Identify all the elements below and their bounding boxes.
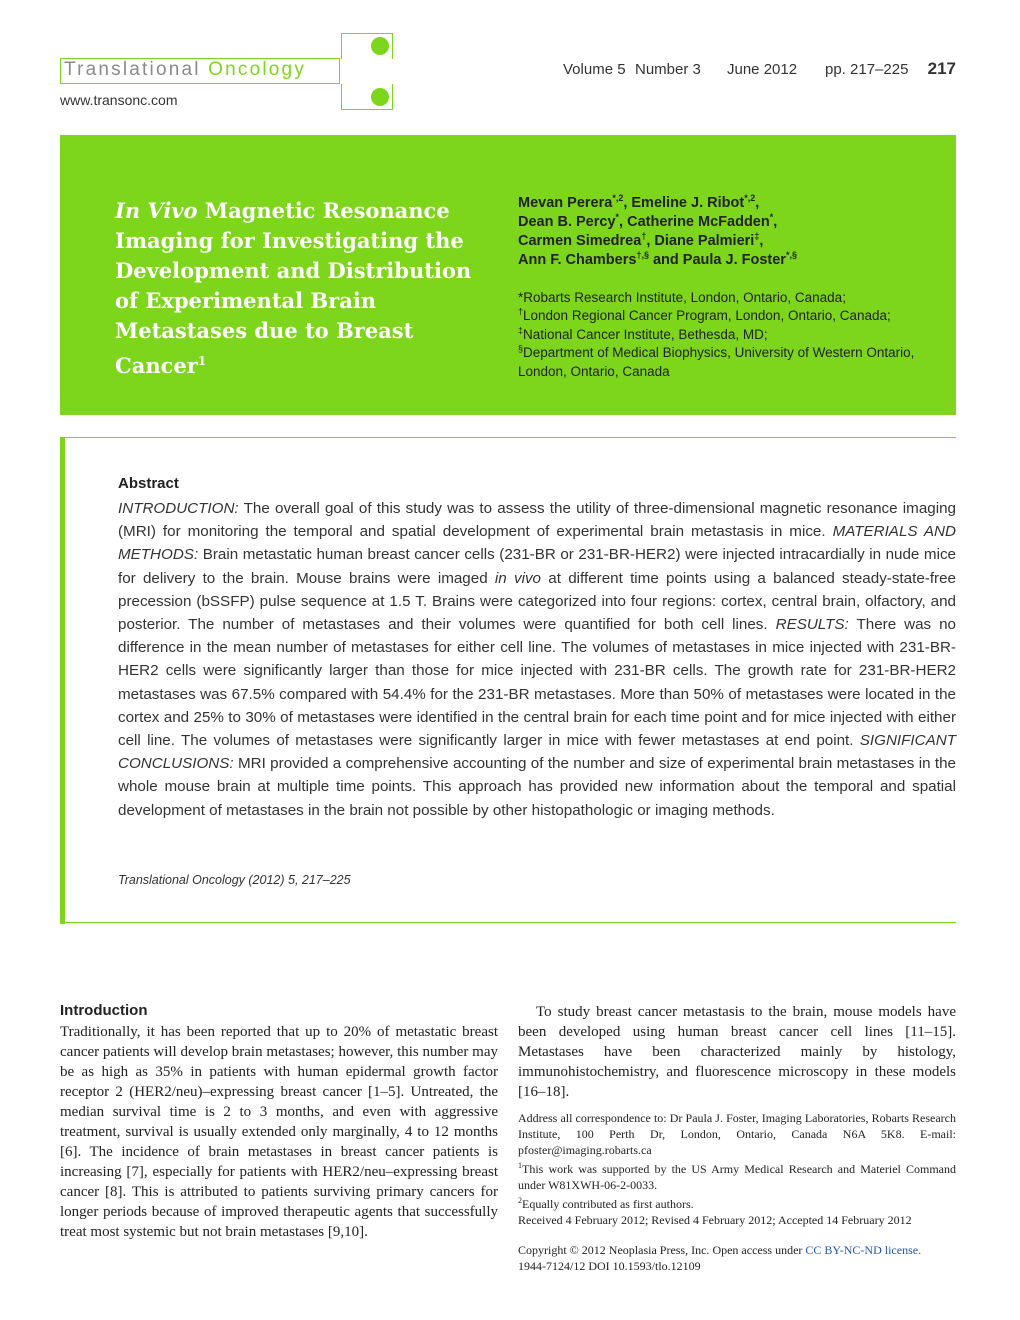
affiliation-text: Department of Medical Biophysics, University of Western Ontario, London, Ontario, Canada xyxy=(518,345,915,379)
logo-dot-top xyxy=(371,37,389,55)
author-marks: † xyxy=(641,231,647,242)
author-separator: , xyxy=(619,214,628,230)
title-footnote-mark: 1 xyxy=(197,354,207,368)
abstract-text: Brain metastatic human breast cancer cells (231-BR or 231-BR-HER2) were injected intracardially in nude mice for delivery to the brain. Mouse brains were imaged xyxy=(118,546,956,587)
footnote-spacer xyxy=(518,1228,956,1242)
affiliation-mark: ‡ xyxy=(518,325,524,336)
abstract-italic-term: in vivo xyxy=(494,569,542,587)
citation-line: Translational Oncology (2012) 5, 217–225 xyxy=(118,873,351,887)
abstract-section-label: RESULTS: xyxy=(775,616,849,634)
author-name[interactable]: Catherine McFadden xyxy=(627,214,770,230)
author-list xyxy=(518,194,938,270)
journal-name-word2: Oncology xyxy=(208,59,307,80)
author-name[interactable]: Dean B. Percy xyxy=(518,214,616,230)
footnote-text: Equally contributed as first authors. xyxy=(522,1197,694,1211)
abstract-text: MRI provided a comprehensive accounting of the number and size of experimental brain metastases in the whole mouse brain at multiple time points. This approach has provided new information about the temporal and spatial development of metastases in the brain not possible by other histopathologic or imaging methods. xyxy=(118,755,956,819)
author-marks: †,§ xyxy=(636,250,649,261)
abstract-section-label: MATERIALS AND METHODS: xyxy=(118,523,956,564)
affiliation-list xyxy=(518,289,918,381)
author-marks: *,§ xyxy=(785,250,797,261)
author-name[interactable]: Ann F. Chambers xyxy=(518,252,637,268)
footnotes xyxy=(518,1110,956,1274)
footnote-text: This work was supported by the US Army Medical Research and Materiel Command under W81XWH-06-2-0033. xyxy=(518,1162,956,1192)
abstract-bottom-rule xyxy=(60,922,956,923)
author-separator: , xyxy=(646,233,655,249)
author-name[interactable]: Carmen Simedrea xyxy=(518,233,642,249)
footnote-mark: 2 xyxy=(518,1196,522,1205)
article-title xyxy=(115,196,475,381)
issue-date: June 2012 xyxy=(727,61,798,78)
affiliation-mark: § xyxy=(518,343,524,354)
page-number: 217 xyxy=(927,59,956,78)
author-separator: , xyxy=(773,214,778,230)
author-separator: , xyxy=(623,195,632,211)
introduction-heading: Introduction xyxy=(60,1002,148,1019)
author-separator: , xyxy=(759,233,764,249)
author-name[interactable]: Diane Palmieri xyxy=(654,233,755,249)
abstract-section-label: SIGNIFICANT CONCLUSIONS: xyxy=(118,732,956,773)
footnote-mark: 1 xyxy=(518,1161,522,1170)
abstract-body xyxy=(118,497,956,822)
affiliation-mark: † xyxy=(518,306,524,317)
correspondence-note: Address all correspondence to: Dr Paula J. Foster, Imaging Laboratories, Robarts Research Institute, 100 Perth Dr, London, Ontario, Canada N6A 5K8. E-mail: pfoster@imaging.robarts.ca xyxy=(518,1111,956,1157)
abstract-text: There was no difference in the mean number of metastases for either cell line. The volumes of metastases in mice injected with 231-BR-HER2 cells were significantly larger than those for mice injected with 231-BR cells. The growth rate for 231-BR-HER2 metastases was 67.5% compared with 54.4% for the 231-BR metastases. More than 50% of metastases were located in the cortex and 25% to 30% of metastases were identified in the central brain for each time point and for mice injected with either cell line. The volumes of metastases were significantly larger in mice with fewer metastases at end point. xyxy=(118,616,956,750)
introduction-paragraph-left: Traditionally, it has been reported that up to 20% of metastatic breast cancer patients will develop brain metastases; however, this number may be as high as 35% in patients with human epidermal growth factor receptor 2 (HER2/neu)–expressing breast cancer [1–5]. Untreated, the median survival time is 2 to 3 months, and even with aggressive treatment, survival is usually extended only marginally, 4 to 12 months [6]. The incidence of brain metastases in breast cancer patients is increasing [7], especially for patients with HER2/neu–expressing breast cancer [8]. This is attributed to patients surviving primary cancers for longer periods because of improved therapeutic agents that successfully treat most systemic but not brain metastases [9,10]. xyxy=(60,1024,498,1240)
title-text: Magnetic Resonance Imaging for Investigating the Development and Distribution of Experimental Brain Metastases due to Breast Cancer xyxy=(115,198,472,378)
author-separator: , xyxy=(755,195,760,211)
license-link[interactable]: CC BY-NC-ND license. xyxy=(805,1243,922,1257)
abstract-text: at different time points using a balanced steady-state-free precession (bSSFP) pulse sequence at 1.5 T. Brains were categorized into four regions: cortex, central brain, olfactory, and posterior. The number of metastases and their volumes were quantified for both cell lines. xyxy=(118,569,956,634)
journal-website[interactable]: www.transonc.com xyxy=(60,92,178,108)
author-marks: *,2 xyxy=(744,193,756,204)
journal-logo xyxy=(64,59,306,81)
issue-number: Number 3 xyxy=(635,61,701,78)
author-marks: * xyxy=(615,212,620,223)
introduction-paragraph-right: To study breast cancer metastasis to the brain, mouse models have been developed using human breast cancer cell lines [11–15]. Metastases have been characterized mainly by histology, immunohistochemistry, and fluorescence microscopy in these models [16–18]. xyxy=(518,1004,956,1100)
author-name[interactable]: Emeline J. Ribot xyxy=(631,195,745,211)
equal-contribution-note xyxy=(518,1193,956,1212)
abstract-heading: Abstract xyxy=(118,475,179,492)
issn-doi-line: 1944-7124/12 DOI 10.1593/tlo.12109 xyxy=(518,1259,701,1273)
abstract-text: The overall goal of this study was to assess the utility of three-dimensional magnetic resonance imaging (MRI) for monitoring the temporal and spatial development of experimental brain metastasis in mice. xyxy=(118,500,956,541)
author-marks: *,2 xyxy=(612,193,624,204)
affiliation-text: London Regional Cancer Program, London, Ontario, Canada; xyxy=(523,308,891,324)
copyright-text: Copyright © 2012 Neoplasia Press, Inc. xyxy=(518,1243,713,1257)
received-dates: Received 4 February 2012; Revised 4 February 2012; Accepted 14 February 2012 xyxy=(518,1213,912,1227)
title-italic: In Vivo xyxy=(115,198,198,223)
author-name[interactable]: Mevan Perera xyxy=(518,195,613,211)
funding-note xyxy=(518,1158,956,1193)
open-access-text: Open access under xyxy=(712,1243,806,1257)
author-marks: * xyxy=(769,212,774,223)
abstract-top-rule xyxy=(60,437,956,438)
affiliation-text: *Robarts Research Institute, London, Ontario, Canada; xyxy=(518,290,846,305)
journal-name-word1: Translational xyxy=(64,59,201,80)
affiliation-text: National Cancer Institute, Bethesda, MD; xyxy=(523,326,768,342)
copyright-line xyxy=(518,1242,956,1258)
author-name[interactable]: Paula J. Foster xyxy=(682,252,786,268)
issue-pages: pp. 217–225 xyxy=(825,61,909,78)
logo-dot-bottom xyxy=(371,88,389,106)
author-marks: ‡ xyxy=(754,231,760,242)
abstract-side-rule xyxy=(60,437,65,924)
issue-volume: Volume 5 xyxy=(563,61,626,78)
author-separator: and xyxy=(648,252,683,268)
abstract-section-label: INTRODUCTION: xyxy=(118,500,239,517)
